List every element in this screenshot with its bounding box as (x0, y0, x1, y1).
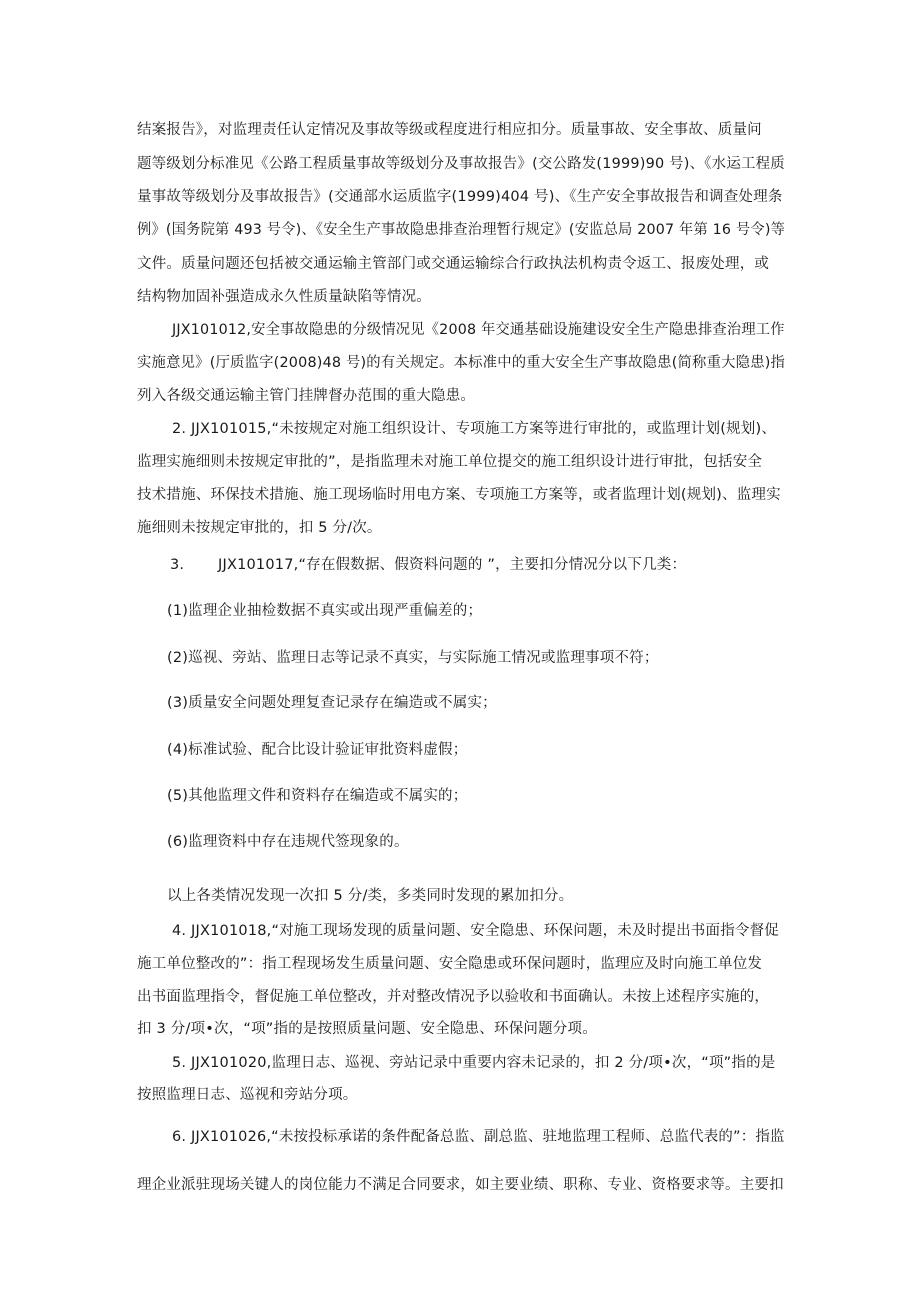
list-item: (3)质量安全问题处理复查记录存在编造或不属实； (167, 695, 497, 711)
list-number: 3. (170, 557, 185, 573)
text-line: JJX101012,安全事故隐患的分级情况见《2008 年交通基础设施建设安全生产隐患排查治理工作 (172, 322, 785, 338)
text-line: JJX101017,“存在假数据、假资料问题的 ”，主要扣分情况分以下几类： (218, 557, 687, 573)
text-line: 6. JJX101026,“未按投标承诺的条件配备总监、副总监、驻地监理工程师、总监代表的”：指监 (172, 1129, 785, 1145)
text-line: 文件。质量问题还包括被交通运输主管部门或交通运输综合行政执法机构责令返工、报废处理，或 (137, 256, 770, 272)
text-line: 量事故等级划分及事故报告》(交通部水运质监字(1999)404 号)、《生产安全事故报告和调查处理条 (137, 189, 783, 205)
text-line: 结案报告》，对监理责任认定情况及事故等级或程度进行相应扣分。质量事故、安全事故、质量问 (137, 122, 762, 138)
text-line: 实施意见》(厅质监字(2008)48 号)的有关规定。本标准中的重大安全生产事故隐患(简称重大隐患)指 (137, 355, 786, 371)
text-line: 理企业派驻现场关键人的岗位能力不满足合同要求，如主要业绩、职称、专业、资格要求等。主要扣 (137, 1177, 784, 1193)
text-line: 例》(国务院第 493 号令)、《安全生产事故隐患排查治理暂行规定》(安监总局 2007 年第 16 号令)等 (137, 222, 786, 238)
list-item: (2)巡视、旁站、监理日志等记录不真实，与实际施工情况或监理事项不符； (167, 650, 659, 666)
text-line: 结构物加固补强造成永久性质量缺陷等情况。 (137, 289, 431, 305)
text-line: 5. JJX101020,监理日志、巡视、旁站记录中重要内容未记录的，扣 2 分/项•次，“项”指的是 (172, 1055, 776, 1071)
text-line: 列入各级交通运输主管门挂牌督办范围的重大隐患。 (137, 388, 476, 404)
text-line: 4. JJX101018,“对施工现场发现的质量问题、安全隐患、环保问题，未及时提出书面指令督促 (172, 923, 779, 939)
text-line: 施细则未按规定审批的，扣 5 分/次。 (137, 520, 382, 536)
text-line: 扣 3 分/项•次，“项”指的是按照质量问题、安全隐患、环保问题分项。 (137, 1021, 597, 1037)
list-item: (6)监理资料中存在违规代签现象的。 (167, 834, 409, 850)
text-line: 技术措施、环保技术措施、施工现场临时用电方案、专项施工方案等，或者监理计划(规划)、监理实 (137, 487, 781, 503)
text-line: 2. JJX101015,“未按规定对施工组织设计、专项施工方案等进行审批的，或监理计划(规划)、 (172, 421, 777, 437)
text-line: 按照监理日志、巡视和旁站分项。 (137, 1087, 358, 1103)
text-line: 以上各类情况发现一次扣 5 分/类，多类同时发现的累加扣分。 (167, 888, 574, 904)
text-line: 施工单位整改的”：指工程现场发生质量问题、安全隐患或环保问题时，监理应及时向施工单位发 (137, 956, 763, 972)
list-item: (4)标准试验、配合比设计验证审批资料虚假； (167, 742, 468, 758)
text-line: 出书面监理指令，督促施工单位整改，并对整改情况予以验收和书面确认。未按上述程序实施的， (137, 989, 770, 1005)
text-line: 题等级划分标准见《公路工程质量事故等级划分及事故报告》(交公路发(1999)90 号)、《水运工程质 (137, 156, 785, 172)
text-line: 监理实施细则未按规定审批的”，是指监理未对施工单位提交的施工组织设计进行审批，包括安全 (137, 454, 763, 470)
list-item: (1)监理企业抽检数据不真实或出现严重偏差的； (167, 603, 483, 619)
list-item: (5)其他监理文件和资料存在编造或不属实的； (167, 788, 468, 804)
